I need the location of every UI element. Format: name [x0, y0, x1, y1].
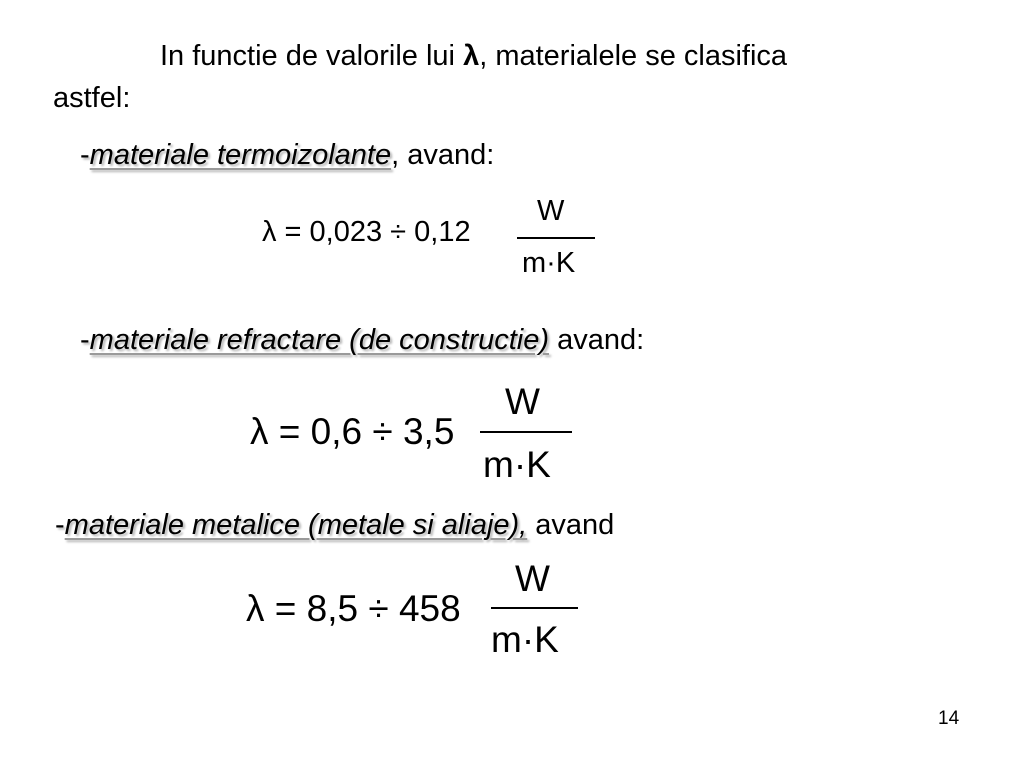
intro-text-line1 [160, 38, 787, 74]
formula-numerator: W [515, 558, 550, 599]
fraction-bar [517, 237, 595, 239]
formula-lhs: λ = 0,6 ÷ 3,5 [250, 411, 455, 452]
intro-text-after-lambda: , materialele se clasifica [479, 40, 788, 72]
formula-denominator: m·K [483, 444, 551, 485]
intro-text-line2: astfel: [53, 82, 131, 114]
lambda-symbol: λ [463, 40, 480, 72]
category-title: materiale metalice (metale si aliaje), [64, 509, 528, 541]
category-heading-metallic [55, 507, 614, 543]
category-dash: - [80, 139, 90, 171]
category-title: materiale refractare (de constructie) [89, 324, 550, 356]
category-suffix: avand: [549, 324, 645, 356]
intro-text-before-lambda: In functie de valorile lui [160, 40, 464, 72]
category-heading-refractory [80, 322, 644, 358]
category-title: materiale termoizolante [89, 139, 392, 171]
category-suffix: , avand: [391, 139, 495, 171]
category-suffix: avand [527, 509, 615, 541]
category-dash: - [55, 509, 65, 541]
formula-lhs: λ = 0,023 ÷ 0,12 [262, 216, 471, 248]
fraction-bar [491, 607, 578, 609]
formula-numerator: W [505, 381, 540, 422]
page-number: 14 [938, 708, 960, 729]
category-heading-thermal-insulating [80, 137, 494, 173]
formula-numerator: W [537, 195, 565, 227]
formula-lhs: λ = 8,5 ÷ 458 [246, 588, 461, 629]
formula-denominator: m·K [522, 247, 576, 279]
formula-denominator: m·K [491, 619, 559, 660]
fraction-bar [480, 431, 572, 433]
category-dash: - [80, 324, 90, 356]
